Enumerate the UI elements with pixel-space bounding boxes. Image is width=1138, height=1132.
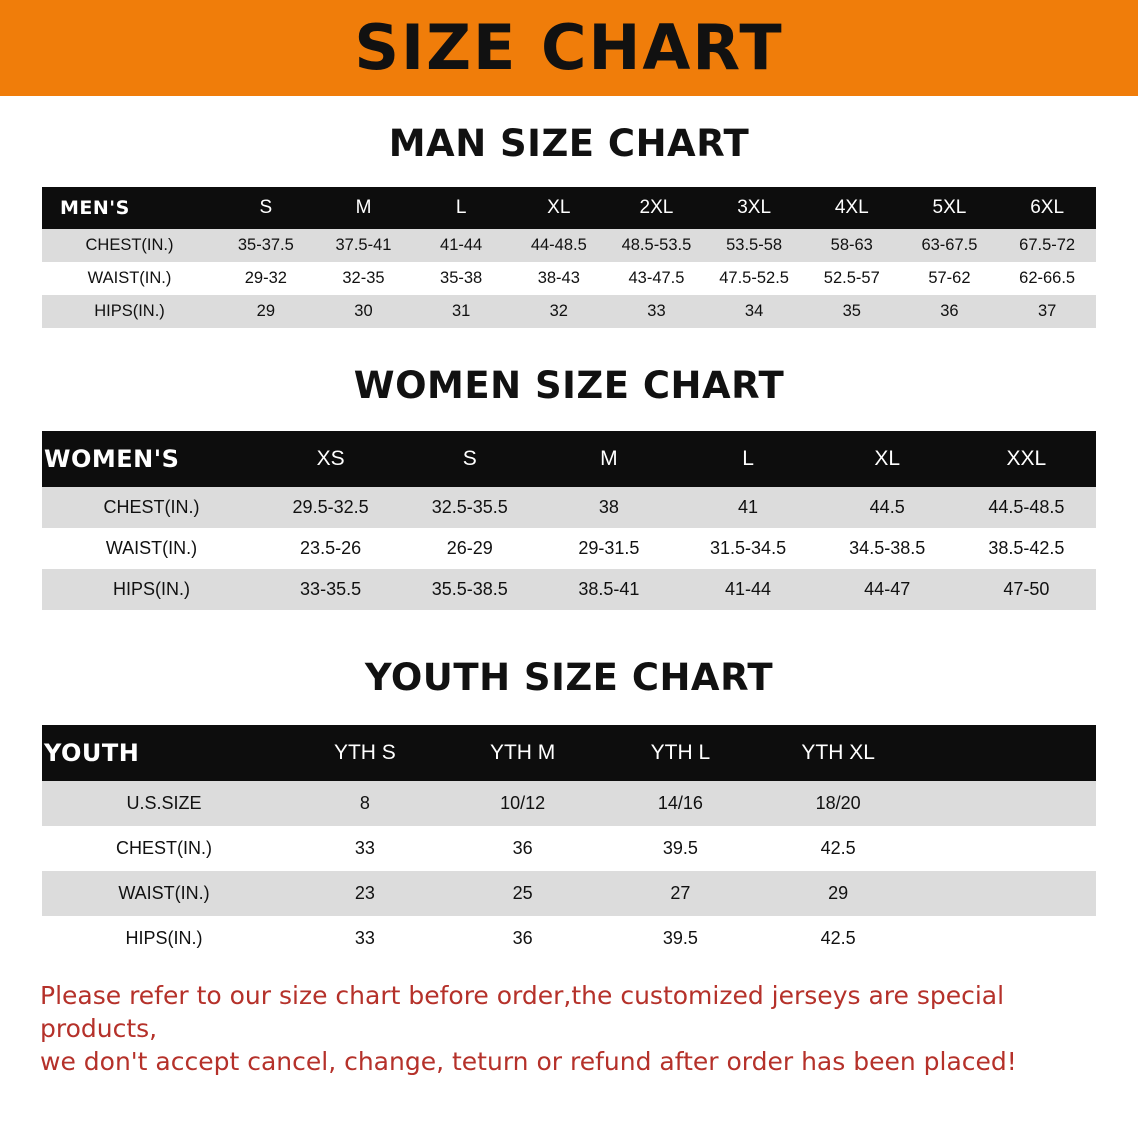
table-row	[42, 781, 1096, 826]
youth-cell-1-2: 39.5	[602, 826, 760, 871]
women-cell-2-5: 47-50	[957, 569, 1096, 610]
women-cell-2-2: 38.5-41	[539, 569, 678, 610]
youth-cell-3-2: 39.5	[602, 916, 760, 961]
man-cell-2-8: 37	[998, 295, 1096, 328]
youth-cell-0-3: 18/20	[759, 781, 917, 826]
youth-cell-1-4	[917, 826, 1096, 871]
youth-row-label-1: CHEST(IN.)	[42, 826, 286, 871]
man-section-title: MAN SIZE CHART	[388, 122, 750, 165]
women-header-col-5: XXL	[1006, 447, 1047, 470]
women-cell-1-0: 23.5-26	[261, 528, 400, 569]
women-cell-2-0: 33-35.5	[261, 569, 400, 610]
youth-header-col-3: YTH XL	[801, 741, 875, 764]
youth-row-label-0: U.S.SIZE	[42, 781, 286, 826]
youth-size-table	[42, 725, 1096, 961]
table-row	[42, 487, 1096, 528]
youth-cell-1-0: 33	[286, 826, 444, 871]
women-header-col-1: S	[462, 447, 477, 470]
women-cell-1-3: 31.5-34.5	[678, 528, 817, 569]
table-row	[42, 528, 1096, 569]
man-cell-0-4: 48.5-53.5	[608, 229, 706, 262]
youth-header-row	[42, 725, 1096, 781]
man-header-row	[42, 187, 1096, 229]
youth-table-wrapper	[42, 725, 1096, 961]
women-header-corner: WOMEN'S	[44, 445, 180, 473]
man-header-col-1: M	[355, 197, 372, 218]
youth-cell-1-1: 36	[444, 826, 602, 871]
disclaimer-line-2: we don't accept cancel, change, teturn or refund after order has been placed!	[40, 1047, 1017, 1076]
youth-section-title: YOUTH SIZE CHART	[364, 656, 774, 699]
youth-row-label-3: HIPS(IN.)	[42, 916, 286, 961]
table-row	[42, 262, 1096, 295]
man-table-body	[42, 229, 1096, 328]
youth-cell-1-3: 42.5	[759, 826, 917, 871]
youth-cell-0-1: 10/12	[444, 781, 602, 826]
man-cell-0-3: 44-48.5	[510, 229, 608, 262]
man-header-corner: MEN'S	[60, 197, 130, 219]
youth-header-spacer	[917, 725, 1096, 781]
table-row	[42, 826, 1096, 871]
women-header-col-3: L	[742, 447, 754, 470]
man-size-table	[42, 187, 1096, 328]
man-cell-1-0: 29-32	[217, 262, 315, 295]
table-row	[42, 569, 1096, 610]
youth-table-head	[42, 725, 1096, 781]
women-row-label-2: HIPS(IN.)	[42, 569, 261, 610]
man-cell-1-5: 47.5-52.5	[705, 262, 803, 295]
man-cell-0-2: 41-44	[412, 229, 510, 262]
man-cell-2-4: 33	[608, 295, 706, 328]
man-cell-2-7: 36	[901, 295, 999, 328]
women-section-title: WOMEN SIZE CHART	[353, 364, 785, 407]
man-cell-1-3: 38-43	[510, 262, 608, 295]
man-header-col-0: S	[259, 197, 273, 218]
man-cell-0-6: 58-63	[803, 229, 901, 262]
women-header-col-0: XS	[316, 447, 345, 470]
banner	[0, 0, 1138, 96]
man-table-wrapper	[42, 187, 1096, 328]
youth-header-col-1: YTH M	[489, 741, 556, 764]
women-row-label-1: WAIST(IN.)	[42, 528, 261, 569]
women-header-col-2: M	[600, 447, 618, 470]
women-size-table	[42, 431, 1096, 610]
table-row	[42, 871, 1096, 916]
youth-cell-0-2: 14/16	[602, 781, 760, 826]
youth-cell-2-4	[917, 871, 1096, 916]
women-cell-0-5: 44.5-48.5	[957, 487, 1096, 528]
women-cell-0-1: 32.5-35.5	[400, 487, 539, 528]
man-cell-1-6: 52.5-57	[803, 262, 901, 295]
youth-cell-3-3: 42.5	[759, 916, 917, 961]
man-cell-2-3: 32	[510, 295, 608, 328]
women-cell-1-2: 29-31.5	[539, 528, 678, 569]
man-header-col-6: 4XL	[834, 197, 869, 218]
man-cell-1-7: 57-62	[901, 262, 999, 295]
women-cell-1-4: 34.5-38.5	[818, 528, 957, 569]
women-table-body	[42, 487, 1096, 610]
women-table-head	[42, 431, 1096, 487]
table-row	[42, 916, 1096, 961]
disclaimer-note	[40, 979, 1098, 1078]
man-header-col-3: XL	[547, 197, 571, 218]
women-header-col-4: XL	[874, 447, 901, 470]
youth-table-body	[42, 781, 1096, 961]
youth-cell-2-0: 23	[286, 871, 444, 916]
youth-row-label-2: WAIST(IN.)	[42, 871, 286, 916]
youth-cell-2-1: 25	[444, 871, 602, 916]
women-cell-0-2: 38	[539, 487, 678, 528]
table-row	[42, 295, 1096, 328]
disclaimer-line-1: Please refer to our size chart before order,the customized jerseys are special products,	[40, 981, 1005, 1043]
man-row-label-1: WAIST(IN.)	[42, 262, 217, 295]
youth-cell-2-2: 27	[602, 871, 760, 916]
table-row	[42, 229, 1096, 262]
youth-cell-3-0: 33	[286, 916, 444, 961]
youth-cell-0-4	[917, 781, 1096, 826]
man-cell-0-8: 67.5-72	[998, 229, 1096, 262]
man-cell-2-0: 29	[217, 295, 315, 328]
youth-header-col-0: YTH S	[333, 741, 396, 764]
women-cell-2-3: 41-44	[678, 569, 817, 610]
man-cell-2-5: 34	[705, 295, 803, 328]
women-row-label-0: CHEST(IN.)	[42, 487, 261, 528]
women-cell-2-4: 44-47	[818, 569, 957, 610]
man-header-col-5: 3XL	[737, 197, 772, 218]
man-table-head	[42, 187, 1096, 229]
man-header-col-7: 5XL	[932, 197, 967, 218]
man-cell-0-7: 63-67.5	[901, 229, 999, 262]
youth-cell-2-3: 29	[759, 871, 917, 916]
man-cell-1-8: 62-66.5	[998, 262, 1096, 295]
man-cell-2-2: 31	[412, 295, 510, 328]
women-cell-2-1: 35.5-38.5	[400, 569, 539, 610]
man-cell-1-1: 32-35	[315, 262, 413, 295]
women-cell-1-5: 38.5-42.5	[957, 528, 1096, 569]
man-cell-2-6: 35	[803, 295, 901, 328]
man-row-label-2: HIPS(IN.)	[42, 295, 217, 328]
women-cell-0-4: 44.5	[818, 487, 957, 528]
women-table-wrapper	[42, 431, 1096, 610]
man-cell-2-1: 30	[315, 295, 413, 328]
man-cell-1-2: 35-38	[412, 262, 510, 295]
women-cell-0-3: 41	[678, 487, 817, 528]
women-cell-1-1: 26-29	[400, 528, 539, 569]
man-header-col-2: L	[455, 197, 467, 218]
women-cell-0-0: 29.5-32.5	[261, 487, 400, 528]
man-row-label-0: CHEST(IN.)	[42, 229, 217, 262]
youth-cell-3-1: 36	[444, 916, 602, 961]
youth-header-corner: YOUTH	[44, 739, 140, 767]
man-cell-0-1: 37.5-41	[315, 229, 413, 262]
youth-cell-0-0: 8	[286, 781, 444, 826]
women-header-row	[42, 431, 1096, 487]
man-cell-0-5: 53.5-58	[705, 229, 803, 262]
banner-title: SIZE CHART	[354, 11, 784, 84]
man-cell-0-0: 35-37.5	[217, 229, 315, 262]
man-header-col-4: 2XL	[639, 197, 674, 218]
man-cell-1-4: 43-47.5	[608, 262, 706, 295]
youth-cell-3-4	[917, 916, 1096, 961]
man-header-col-8: 6XL	[1030, 197, 1065, 218]
youth-header-col-2: YTH L	[650, 741, 711, 764]
